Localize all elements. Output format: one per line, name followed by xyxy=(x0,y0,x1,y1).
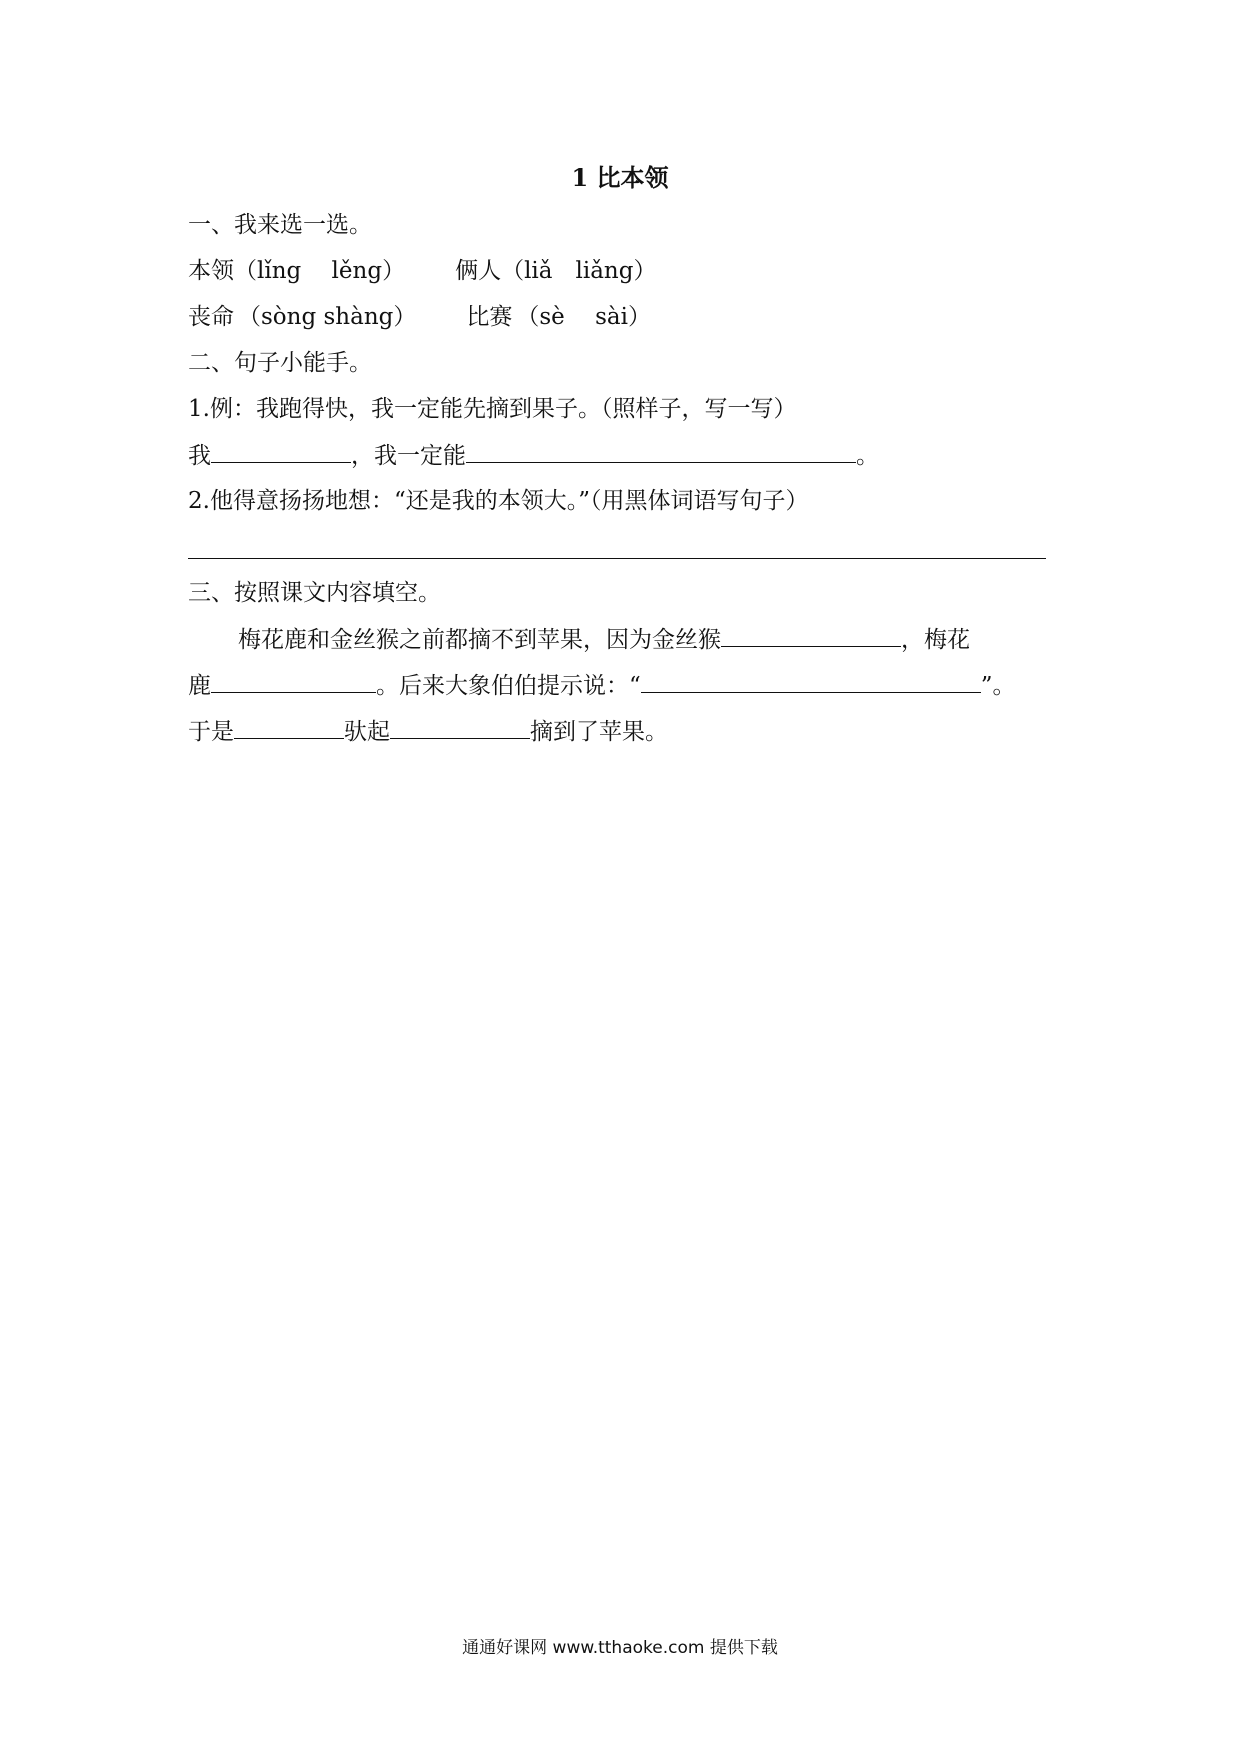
pinyin-row-2 xyxy=(188,302,651,332)
fill-middle: ，我一定能 xyxy=(351,443,466,469)
question-1: 1.例：我跑得快，我一定能先摘到果子。（照样子，写一写） xyxy=(188,396,797,422)
fill-end: 。 xyxy=(856,443,879,469)
question-2: 2.他得意扬扬地想：“还是我的本领大。”（用黑体词语写句子） xyxy=(188,488,809,514)
word-bisai: 比赛 xyxy=(466,304,513,330)
pinyin-row-1 xyxy=(188,256,656,286)
word-sangming: 丧命 xyxy=(188,304,234,330)
fill-prefix: 我 xyxy=(188,443,211,469)
text-segment: 摘到了苹果。 xyxy=(530,719,668,745)
blank-field[interactable] xyxy=(234,716,344,739)
text-segment: ”。 xyxy=(980,673,1016,699)
paragraph-line-3 xyxy=(188,716,668,747)
text-segment: 鹿 xyxy=(188,673,211,699)
text-segment: 驮起 xyxy=(344,719,390,745)
text-segment: ，梅花 xyxy=(901,627,970,653)
footer-credit: 通通好课网 www.tthaoke.com 提供下载 xyxy=(462,1638,778,1658)
blank-field[interactable] xyxy=(466,440,856,463)
blank-field[interactable] xyxy=(721,624,901,647)
pinyin-choice: （sè sài） xyxy=(516,304,651,330)
page-title: 1 比本领 xyxy=(571,163,669,192)
blank-field[interactable] xyxy=(390,716,530,739)
section3-heading: 三、按照课文内容填空。 xyxy=(188,580,441,606)
blank-field[interactable] xyxy=(211,440,351,463)
paragraph-line-1 xyxy=(238,624,970,655)
paragraph-line-2 xyxy=(188,670,1016,701)
question-1-fill xyxy=(188,440,879,471)
word-benling: 本领 xyxy=(188,258,234,284)
text-segment: 梅花鹿和金丝猴之前都摘不到苹果，因为金丝猴 xyxy=(238,627,721,653)
blank-field[interactable] xyxy=(641,670,981,693)
pinyin-choice: （liǎ liǎng） xyxy=(501,258,657,284)
text-segment: 。后来大象伯伯提示说：“ xyxy=(376,673,641,699)
blank-field[interactable] xyxy=(211,670,376,693)
word-liaren: 俩人 xyxy=(455,258,502,284)
pinyin-choice: （lǐng lěng） xyxy=(234,258,406,284)
section1-heading: 一、我来选一选。 xyxy=(188,212,372,238)
section2-heading: 二、句子小能手。 xyxy=(188,350,372,376)
answer-line[interactable] xyxy=(188,558,1046,559)
text-segment: 于是 xyxy=(188,719,234,745)
pinyin-choice: （sòng shàng） xyxy=(238,304,417,330)
